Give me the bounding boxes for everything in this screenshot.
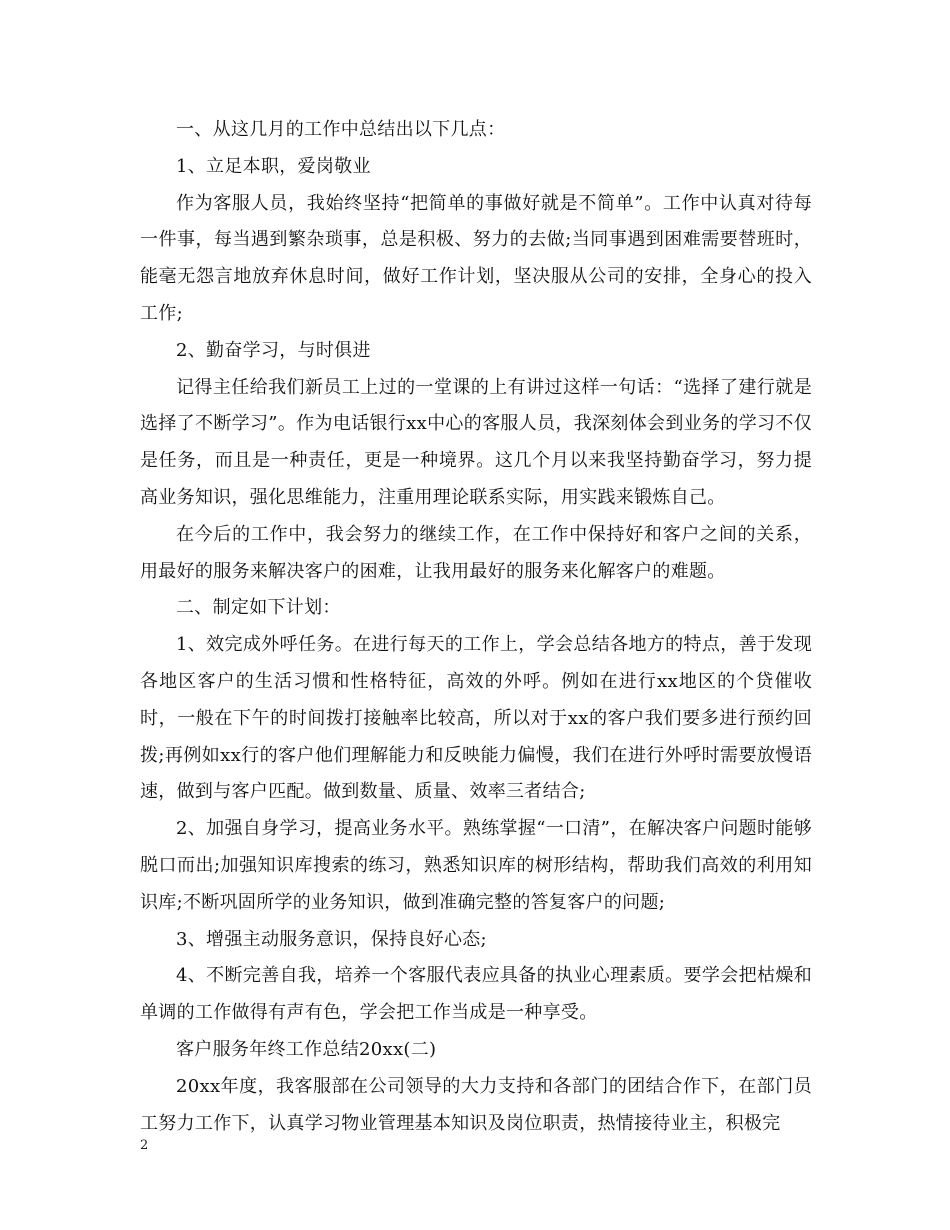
section-heading-plan: 二、制定如下计划： xyxy=(176,597,341,619)
paragraph-learning: 记得主任给我们新员工上过的一堂课的上有讲过这样一句话：“选择了建行就是选择了不断学习”。作为电话银行xx中心的客服人员，我深刻体会到业务的学习不仅是任务，而且是一种责任，更是一种境界。这几个月以来我坚持勤奋学习，努力提高业务知识，强化思维能力，注重用理论联系实际，用实践来锻炼自己。 xyxy=(140,376,812,508)
plan-item-1: 1、效完成外呼任务。在进行每天的工作上，学会总结各地方的特点，善于发现各地区客户的生活习惯和性格特征，高效的外呼。例如在进行xx地区的个贷催收时，一般在下午的时间拨打接触率比较高，所以对于xx的客户我们要多进行预约回拨;再例如xx行的客户他们理解能力和反映能力偏慢，我们在进行外呼时需要放慢语速，做到与客户匹配。做到数量、质量、效率三者结合; xyxy=(140,634,812,803)
section-heading-summary: 一、从这几月的工作中总结出以下几点： xyxy=(176,119,506,140)
plan-item-4: 4、不断完善自我，培养一个客服代表应具备的执业心理素质。要学会把枯燥和单调的工作做得有声有色，学会把工作当成是一种享受。 xyxy=(140,965,812,1024)
document-subtitle: 客户服务年终工作总结20xx(二) xyxy=(176,1038,437,1060)
document-body xyxy=(140,112,812,1142)
paragraph-future-work: 在今后的工作中，我会努力的继续工作，在工作中保持好和客户之间的关系，用最好的服务来解决客户的困难，让我用最好的服务来化解客户的难题。 xyxy=(140,523,812,582)
point-heading-2: 2、勤奋学习，与时俱进 xyxy=(176,339,371,361)
plan-item-3: 3、增强主动服务意识，保持良好心态; xyxy=(176,928,487,950)
point-heading-1: 1、立足本职，爱岗敬业 xyxy=(176,155,371,177)
page-number: 2 xyxy=(140,1138,149,1153)
paragraph-annual-summary: 20xx年度，我客服部在公司领导的大力支持和各部门的团结合作下，在部门员工努力工作下，认真学习物业管理基本知识及岗位职责，热情接待业主，积极完 xyxy=(140,1075,812,1134)
plan-item-2: 2、加强自身学习，提高业务水平。熟练掌握“一口清”，在解决客户问题时能够脱口而出;加强知识库搜索的练习，熟悉知识库的树形结构，帮助我们高效的利用知识库;不断巩固所学的业务知识，做到准确完整的答复客户的问题; xyxy=(140,818,812,913)
paragraph-dedication: 作为客服人员，我始终坚持“把简单的事做好就是不简单”。工作中认真对待每一件事，每当遇到繁杂琐事，总是积极、努力的去做;当同事遇到困难需要替班时，能毫无怨言地放弃休息时间，做好工作计划，坚决服从公司的安排，全身心的投入工作; xyxy=(140,192,812,324)
